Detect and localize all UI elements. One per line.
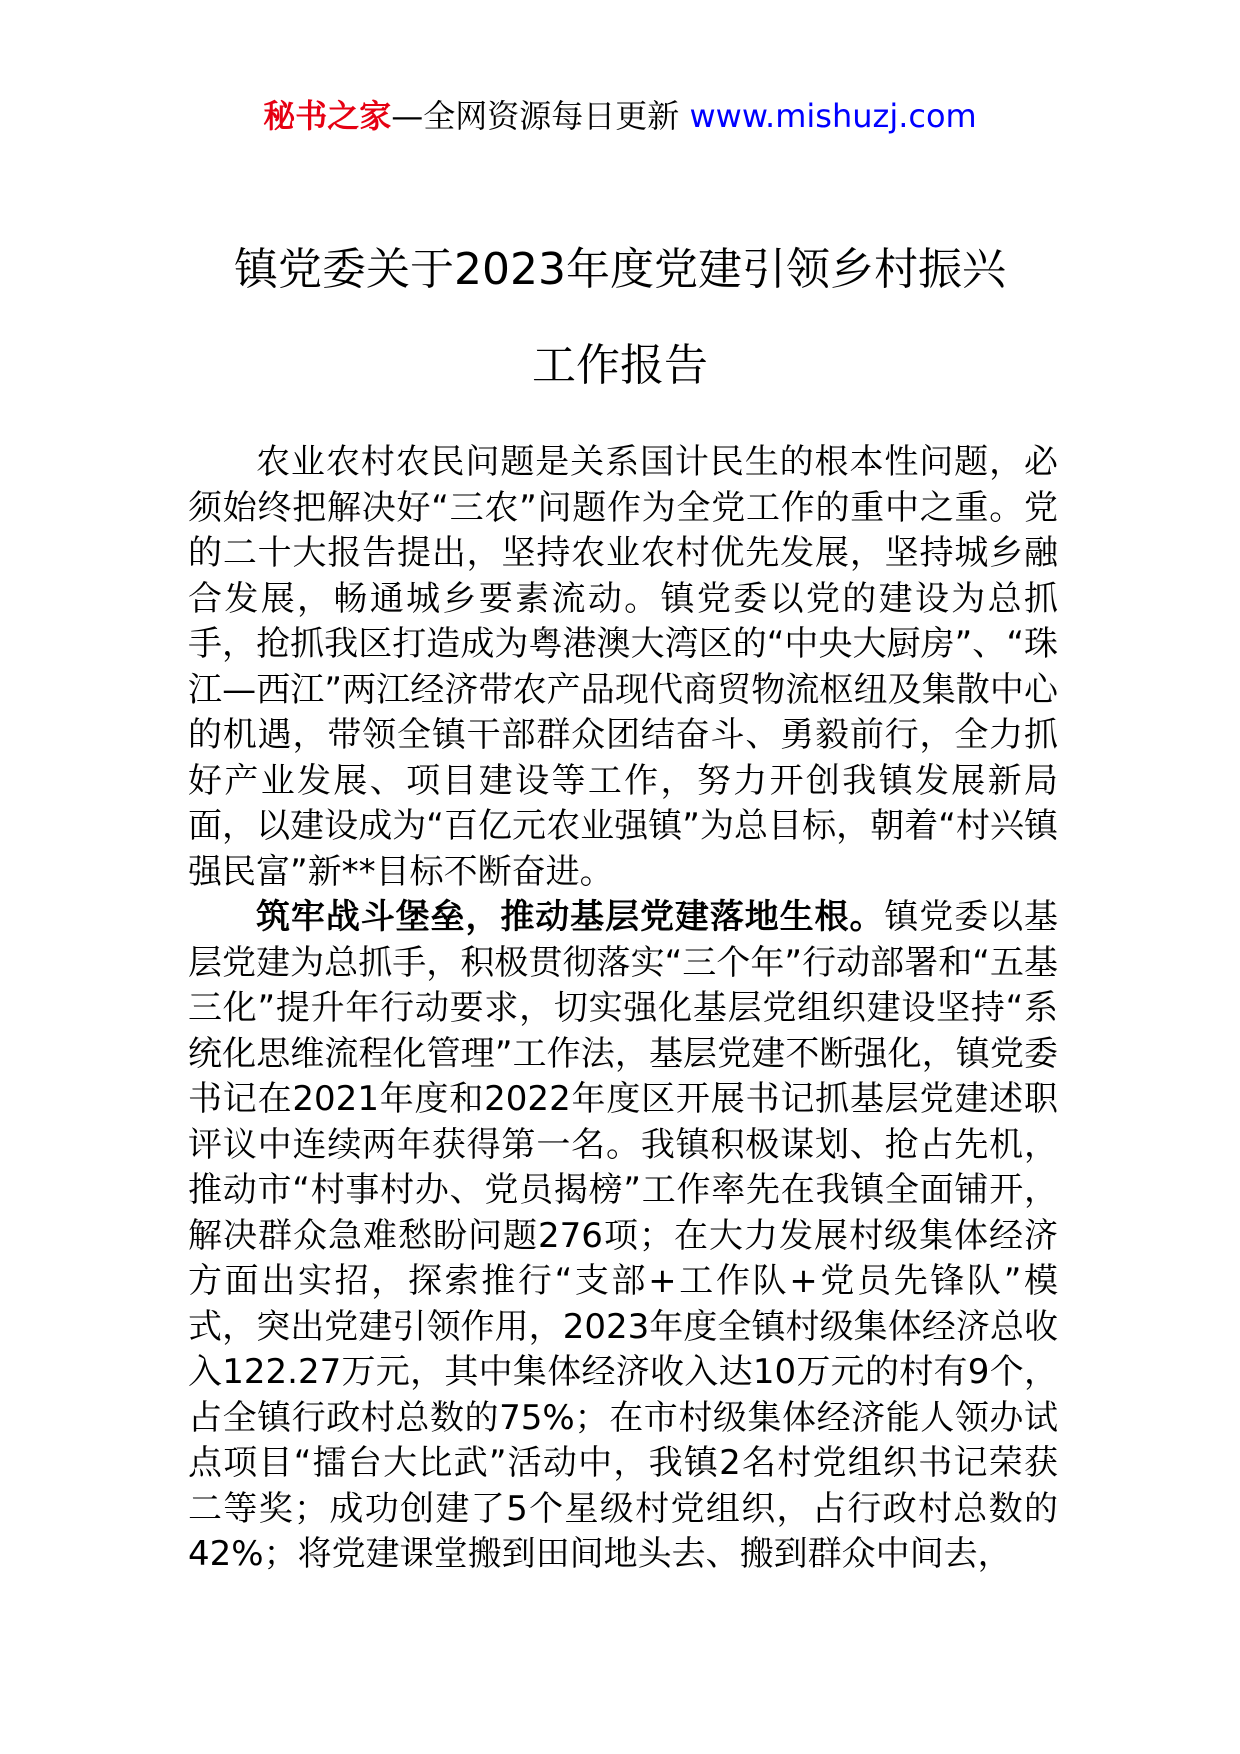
paragraph-2-lead: 筑牢战斗堡垒，推动基层党建落地生根。: [256, 897, 885, 937]
site-header: [0, 96, 1240, 136]
brand-name: 秘书之家: [263, 97, 392, 135]
title-line-2: 工作报告: [532, 340, 708, 391]
paragraph-2-text: 镇党委以基层党建为总抓手，积极贯彻落实“三个年”行动部署和“五基三化”提升年行动要求，切实强化基层党组织建设坚持“系统化思维流程化管理”工作法，基层党建不断强化，镇党委书记在2021年度和2022年度区开展书记抓基层党建述职评议中连续两年获得第一名。我镇积极谋划、抢占先机，推动市“村事村办、党员揭榜”工作率先在我镇全面铺开，解决群众急难愁盼问题276项；在大力发展村级集体经济方面出实招，探索推行“支部+工作队+党员先锋队”模式，突出党建引领作用，2023年度全镇村级集体经济总收入122.27万元，其中集体经济收入达10万元的村有9个，占全镇行政村总数的75%；在市村级集体经济能人领办试点项目“擂台大比武”活动中，我镇2名村党组织书记荣获二等奖；成功创建了5个星级村党组织，占行政村总数的42%；将党建课堂搬到田间地头去、搬到群众中间去，: [188, 897, 1059, 1574]
paragraph-2: [188, 895, 1058, 1578]
header-slogan: —全网资源每日更新: [391, 97, 690, 135]
document-body: [188, 440, 1058, 1578]
paragraph-1-text: 农业农村农民问题是关系国计民生的根本性问题，必须始终把解决好“三农”问题作为全党工作的重中之重。党的二十大报告提出，坚持农业农村优先发展，坚持城乡融合发展，畅通城乡要素流动。镇党委以党的建设为总抓手，抢抓我区打造成为粤港澳大湾区的“中央大厨房”、“珠江—西江”两江经济带农产品现代商贸物流枢纽及集散中心的机遇，带领全镇干部群众团结奋斗、勇毅前行，全力抓好产业发展、项目建设等工作，努力开创我镇发展新局面，以建设成为“百亿元农业强镇”为总目标，朝着“村兴镇强民富”新**目标不断奋进。: [188, 442, 1058, 892]
title-line-1: 镇党委关于2023年度党建引领乡村振兴: [234, 244, 1006, 295]
document-title: [0, 222, 1240, 414]
site-url-link[interactable]: www.mishuzj.com: [689, 97, 977, 135]
paragraph-1: [188, 440, 1058, 895]
